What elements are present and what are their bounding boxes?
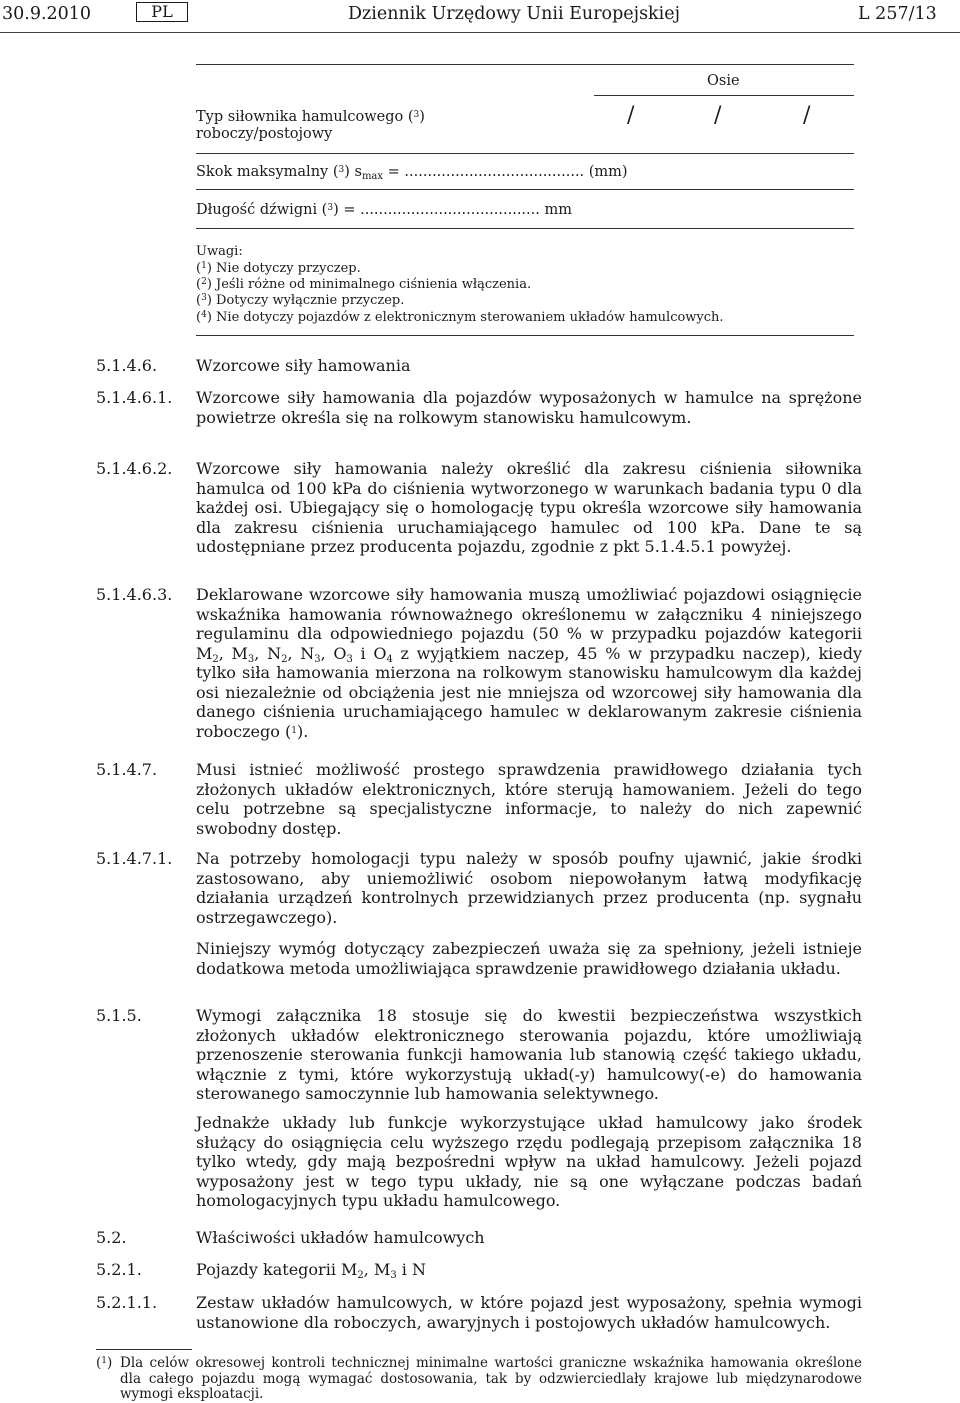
- section-number: 5.2.: [96, 1228, 127, 1247]
- note-item: ($^1$) Nie dotyczy przyczep.: [196, 261, 361, 276]
- brake-actuator-type-label: Typ siłownika hamulcowego ($^3$): [196, 109, 425, 125]
- section-number: 5.1.4.6.2.: [96, 459, 173, 478]
- section-number: 5.1.5.: [96, 1006, 142, 1025]
- language-badge: PL: [136, 2, 188, 22]
- header-rule: [0, 32, 960, 33]
- notes-title: Uwagi:: [196, 244, 243, 259]
- axles-header-rule: [594, 95, 854, 96]
- section-number: 5.1.4.6.: [96, 356, 158, 375]
- axles-column-header: Osie: [707, 73, 740, 89]
- table-row-rule: [196, 153, 854, 154]
- axle-value-3: /: [803, 103, 811, 128]
- axle-value-2: /: [714, 103, 722, 128]
- section-paragraph: Jednakże układy lub funkcje wykorzystujące układ hamulcowy jako środek służący do osiągnięcia celu wyższego rzędu podlegają przepisom załącznika 18 tylko wtedy, gdy mają bezpośredni wpływ na układ hamulcowy. Jeżeli pojazd wyposażony jest w tego typu układy, nie są one wyłączane podczas badań homologacyjnych typu układu hamulcowego.: [196, 1113, 862, 1210]
- section-paragraph: Niniejszy wymóg dotyczący zabezpieczeń uważa się za spełniony, jeżeli istnieje dodatkowa metoda umożliwiająca sprawdzenie prawidłowego działania układu.: [196, 939, 862, 978]
- brake-actuator-type-label-line2: roboczy/postojowy: [196, 126, 333, 142]
- table-bottom-rule: [196, 335, 854, 336]
- section-number: 5.1.4.7.1.: [96, 849, 173, 868]
- footnote-rule: [96, 1349, 192, 1350]
- section-paragraph: Musi istnieć możliwość prostego sprawdzenia prawidłowego działania tych złożonych układów elektronicznych, które sterują hamowaniem. Jeżeli do tego celu potrzebne są specjalistyczne informacje, to należy do nich zapewnić swobodny dostęp.: [196, 760, 862, 838]
- axle-value-1: /: [627, 103, 635, 128]
- table-row-rule: [196, 228, 854, 229]
- section-heading: Właściwości układów hamulcowych: [196, 1228, 485, 1247]
- table-top-rule: [196, 64, 854, 65]
- section-paragraph: Wzorcowe siły hamowania dla pojazdów wyposażonych w hamulce na sprężone powietrze określa się na rolkowym stanowisku hamulcowym.: [196, 388, 862, 427]
- table-row-rule: [196, 189, 854, 190]
- note-item: ($^3$) Dotyczy wyłącznie przyczep.: [196, 293, 405, 308]
- footnote-text: Dla celów okresowej kontroli technicznej minimalne wartości graniczne wskaźnika hamowania określone dla całego pojazdu mogą wymagać dostosowania, tak by odzwierciedlały krajowe lub międzynarodowe wymogi eksploatacji.: [120, 1355, 862, 1402]
- journal-title: Dziennik Urzędowy Unii Europejskiej: [348, 4, 681, 24]
- section-number: 5.2.1.: [96, 1260, 142, 1279]
- section-paragraph: Deklarowane wzorcowe siły hamowania muszą umożliwiać pojazdowi osiągnięcie wskaźnika hamowania równoważnego określonemu w załączniku 4 niniejszego regulaminu dla odpowiedniego pojazdu (50 % w przypadku pojazdów kategorii $M_2$, $M_3$, $N_2$, $N_3$, $O_3$ i $O_4$ z wyjątkiem naczep, 45 % w przypadku naczep), kiedy tylko siła hamowania mierzona na rolkowym stanowisku hamulcowym dla każdej osi niezależnie od obciążenia jest nie mniejsza od wzorcowej siły hamowania dla danego ciśnienia uruchamiającego hamulec w deklarowanym zakresie ciśnienia roboczego ($^1$).: [196, 585, 863, 741]
- max-stroke-label: Skok maksymalny ($^3$) $s_{max}$ = ....................................... (mm): [196, 164, 628, 182]
- section-heading: Pojazdy kategorii $M_2$, $M_3$ i N: [196, 1260, 427, 1281]
- note-item: ($^2$) Jeśli różne od minimalnego ciśnienia włączenia.: [196, 277, 532, 292]
- section-number: 5.1.4.7.: [96, 760, 158, 779]
- section-heading: Wzorcowe siły hamowania: [196, 356, 411, 375]
- section-paragraph: Wymogi załącznika 18 stosuje się do kwestii bezpieczeństwa wszystkich złożonych układów elektronicznego sterowania pojazdu, które umożliwiają przenoszenie sterowania funkcji hamowania lub stanowią część takiego układu, włącznie z tymi, które wykorzystują układ(-y) hamulcowy(-e) do hamowania sterowanego samoczynnie lub hamowania selektywnego.: [196, 1006, 862, 1103]
- section-paragraph: Na potrzeby homologacji typu należy w sposób poufny ujawnić, jakie środki zastosowano, aby uniemożliwić osobom niepowołanym łatwą modyfikację działania urządzeń kontrolnych przewidzianych przez producenta (np. sygnału ostrzegawczego).: [196, 849, 862, 927]
- section-paragraph: Wzorcowe siły hamowania należy określić dla zakresu ciśnienia siłownika hamulca od 100 kPa do ciśnienia wytworzonego w warunkach badania typu 0 dla każdej osi. Ubiegający się o homologację typu określa wzorcowe siły hamowania dla zakresu ciśnienia uruchamiającego hamulec od 100 kPa. Dane te są udostępniane przez producenta pojazdu, zgodnie z pkt 5.1.4.5.1 powyżej.: [196, 459, 862, 556]
- section-number: 5.1.4.6.3.: [96, 585, 173, 604]
- lever-length-label: Długość dźwigni ($^3$) = ....................................... mm: [196, 202, 572, 218]
- publication-date: 30.9.2010: [2, 4, 92, 24]
- note-item: ($^4$) Nie dotyczy pojazdów z elektronicznym sterowaniem układów hamulcowych.: [196, 310, 724, 325]
- page-reference: L 257/13: [858, 4, 937, 24]
- footnote-mark: ($^1$): [96, 1355, 113, 1371]
- section-number: 5.1.4.6.1.: [96, 388, 173, 407]
- section-number: 5.2.1.1.: [96, 1293, 158, 1312]
- section-paragraph: Zestaw układów hamulcowych, w które pojazd jest wyposażony, spełnia wymogi ustanowione dla roboczych, awaryjnych i postojowych układów hamulcowych.: [196, 1293, 862, 1332]
